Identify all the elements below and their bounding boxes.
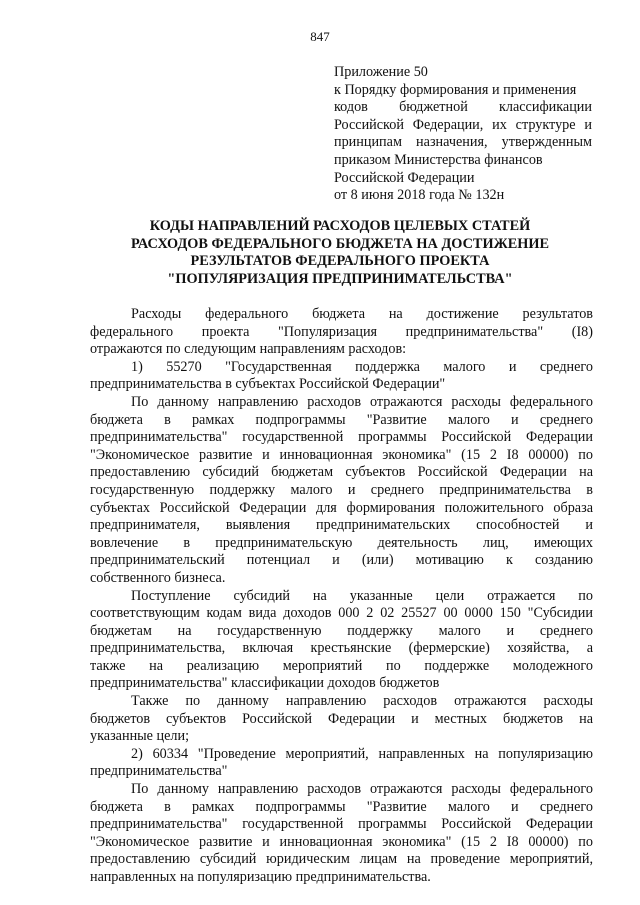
body-line: предоставлению субсидий юридическим лицам на проведение мероприятий, [90,851,593,868]
body-line: 1) 55270 "Государственная поддержка малого и среднего [131,358,593,375]
body-line: бюджета в рамках подпрограммы "Развитие малого и среднего [90,798,593,815]
body-line: предпринимательства" государственной программы Российской Федерации [90,429,593,446]
body-line: Также по данному направлению расходов отражаются расходы [131,693,593,710]
body-line: По данному направлению расходов отражаются расходы федерального [131,393,593,410]
body-line: предпринимательства" классификации доходов бюджетов [90,675,440,692]
document-title [90,218,590,288]
body-line: предпринимательства" [90,763,228,780]
annex-line: кодов бюджетной классификации [334,99,592,116]
body-line: предоставлению субсидий бюджетам субъектов Российской Федерации на [90,464,593,481]
body-line: предпринимателя, выявления предпринимательских способностей и [90,517,593,534]
annex-line: приказом Министерства финансов [334,151,543,168]
body-line: отражаются по следующим направлениям расходов: [90,341,407,358]
body-line: также на реализацию мероприятий по поддержке молодежного [90,657,593,674]
annex-line: к Порядку формирования и применения [334,81,577,98]
annex-line: принципам назначения, утвержденным [334,134,592,151]
body-line: собственного бизнеса. [90,569,226,586]
body-line: указанные цели; [90,728,190,745]
annex-line: от 8 июня 2018 года № 132н [334,187,505,204]
body-line: бюджетам на государственную поддержку малого и среднего [90,622,593,639]
title-line: РАСХОДОВ ФЕДЕРАЛЬНОГО БЮДЖЕТА НА ДОСТИЖЕНИЕ [130,235,550,252]
page-number: 847 [310,29,330,44]
annex-line: Российской Федерации [334,169,475,186]
body-line: По данному направлению расходов отражаются расходы федерального [131,781,593,798]
annex-block [334,64,592,205]
body-line: бюджета в рамках подпрограммы "Развитие малого и среднего [90,411,593,428]
title-line: РЕЗУЛЬТАТОВ ФЕДЕРАЛЬНОГО ПРОЕКТА [190,253,490,270]
body-line: соответствующим кодам вида доходов 000 2 02 25527 00 0000 150 "Субсидии [90,605,593,622]
body-line: предпринимательства, включая крестьянские (фермерские) хозяйства, а [90,640,593,657]
title-line: КОДЫ НАПРАВЛЕНИЙ РАСХОДОВ ЦЕЛЕВЫХ СТАТЕЙ [149,218,531,234]
annex-line: Российской Федерации, их структуре и [334,116,592,133]
body-line: Расходы федерального бюджета на достижение результатов [131,306,593,322]
body-text [90,306,593,887]
title-line: "ПОПУЛЯРИЗАЦИЯ ПРЕДПРИНИМАТЕЛЬСТВА" [167,270,513,287]
body-line: государственную поддержку малого и среднего предпринимательства в [90,481,593,498]
body-line: федерального проекта "Популяризация предпринимательства" (I8) [90,323,593,340]
body-line: предпринимательства" государственной программы Российской Федерации [90,816,593,833]
body-line: направленных на популяризацию предпринимательства. [90,869,431,885]
body-line: Поступление субсидий на указанные цели отражается по [131,587,593,604]
body-line: предпринимательский потенциал и (или) мотивацию к созданию [90,552,593,569]
body-line: "Экономическое развитие и инновационная экономика" (15 2 I8 00000) по [90,833,593,850]
body-line: субъектах Российской Федерации для формирования положительного образа [90,499,593,516]
annex-line: Приложение 50 [334,64,428,80]
body-line: вовлечение в предпринимательскую деятельность лиц, имеющих [90,534,593,551]
body-line: предпринимательства в субъектах Российской Федерации" [90,376,446,393]
body-line: 2) 60334 "Проведение мероприятий, направленных на популяризацию [131,745,593,762]
body-line: "Экономическое развитие и инновационная экономика" (15 2 I8 00000) по [90,446,593,463]
body-line: бюджетов субъектов Российской Федерации и местных бюджетов на [90,710,593,727]
